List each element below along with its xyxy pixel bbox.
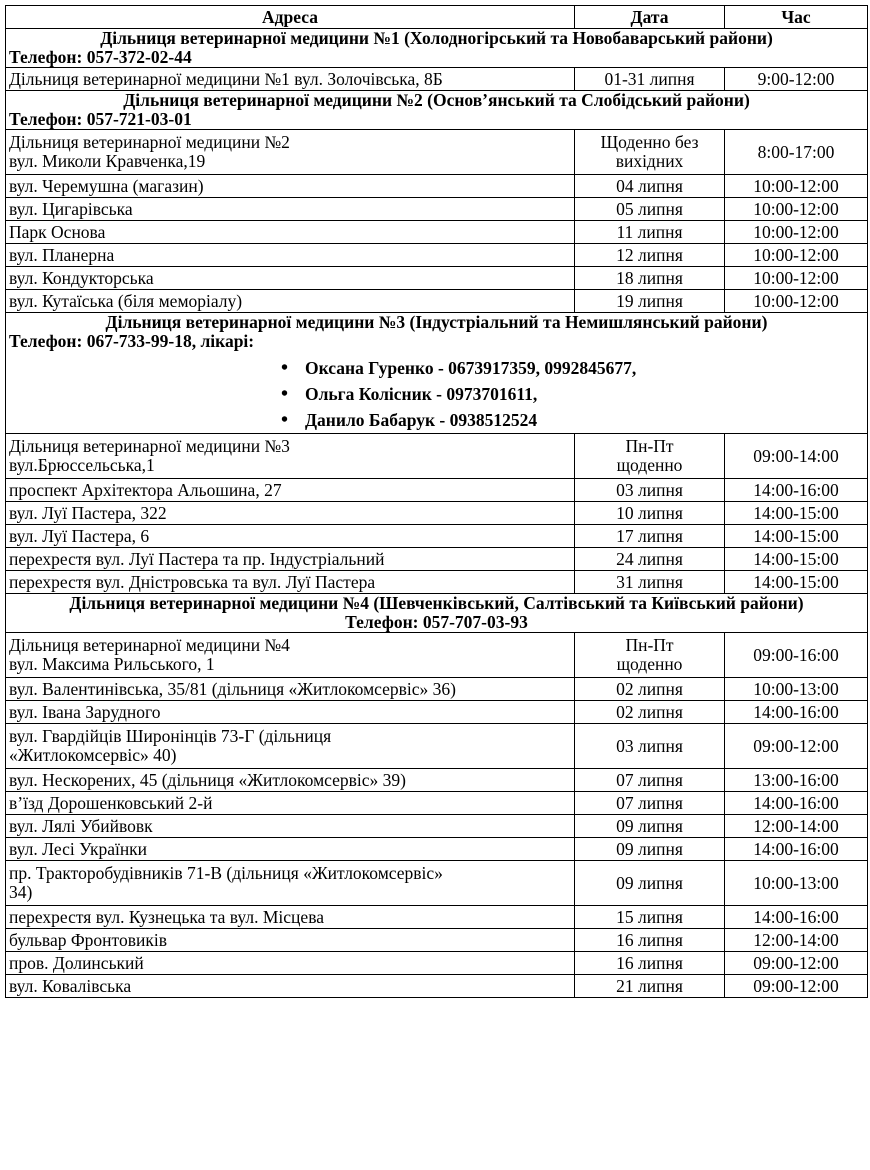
table-row bbox=[6, 906, 868, 929]
address-line: вул.Брюссельська,1 bbox=[9, 455, 155, 475]
address-line: вул. Нескорених, 45 (дільниця «Житлокомсервіс» 39) bbox=[9, 769, 406, 790]
time-cell: 9:00-12:00 bbox=[725, 68, 868, 91]
date-line: 05 липня bbox=[616, 198, 683, 219]
table-row bbox=[6, 434, 868, 479]
address-cell bbox=[6, 68, 575, 91]
date-line: 09 липня bbox=[616, 838, 683, 859]
date-line: 19 липня bbox=[616, 290, 683, 311]
table-row bbox=[6, 724, 868, 769]
address-line: проспект Архітектора Альошина, 27 bbox=[9, 479, 282, 500]
address-line: пров. Долинський bbox=[9, 952, 144, 973]
time-cell: 09:00-14:00 bbox=[725, 434, 868, 479]
address-line: вул. Планерна bbox=[9, 244, 115, 265]
address-line: перехрестя вул. Дністровська та вул. Луї Пастера bbox=[9, 571, 376, 592]
date-cell bbox=[575, 479, 725, 502]
address-cell bbox=[6, 724, 575, 769]
address-cell bbox=[6, 198, 575, 221]
date-line: 03 липня bbox=[616, 735, 683, 756]
address-line: 34) bbox=[9, 882, 33, 902]
table-row bbox=[6, 975, 868, 998]
date-line: щоденно bbox=[616, 654, 683, 674]
table-row bbox=[6, 175, 868, 198]
table-row bbox=[6, 678, 868, 701]
date-cell bbox=[575, 502, 725, 525]
table-row bbox=[6, 68, 868, 91]
date-cell bbox=[575, 68, 725, 91]
date-cell bbox=[575, 975, 725, 998]
table-row bbox=[6, 290, 868, 313]
date-cell bbox=[575, 267, 725, 290]
date-line: 12 липня bbox=[616, 244, 683, 265]
table-row bbox=[6, 701, 868, 724]
table-row bbox=[6, 571, 868, 594]
time-cell: 12:00-14:00 bbox=[725, 929, 868, 952]
address-line: бульвар Фронтовиків bbox=[9, 929, 167, 950]
address-cell bbox=[6, 952, 575, 975]
table-row bbox=[6, 502, 868, 525]
address-cell bbox=[6, 678, 575, 701]
address-cell bbox=[6, 906, 575, 929]
time-cell: 8:00-17:00 bbox=[725, 130, 868, 175]
date-line: 15 липня bbox=[616, 906, 683, 927]
doctor-item: • Ольга Колісник - 0973701611, bbox=[305, 381, 864, 407]
address-line: вул. Лялі Убийвовк bbox=[9, 815, 153, 836]
time-cell: 12:00-14:00 bbox=[725, 815, 868, 838]
address-cell bbox=[6, 571, 575, 594]
address-cell bbox=[6, 929, 575, 952]
date-line: 07 липня bbox=[616, 769, 683, 790]
address-cell bbox=[6, 479, 575, 502]
date-line: 09 липня bbox=[616, 872, 683, 893]
date-cell bbox=[575, 198, 725, 221]
time-cell: 10:00-12:00 bbox=[725, 290, 868, 313]
address-cell bbox=[6, 701, 575, 724]
date-cell bbox=[575, 769, 725, 792]
doctor-list bbox=[9, 355, 864, 433]
address-line: Дільниця ветеринарної медицини №2 bbox=[9, 132, 290, 152]
date-line: 07 липня bbox=[616, 792, 683, 813]
address-cell bbox=[6, 130, 575, 175]
section-phone: Телефон: 067-733-99-18, лікарі: bbox=[9, 331, 255, 351]
time-cell: 14:00-16:00 bbox=[725, 479, 868, 502]
table-row bbox=[6, 633, 868, 678]
time-cell: 14:00-15:00 bbox=[725, 548, 868, 571]
table-row bbox=[6, 769, 868, 792]
date-cell bbox=[575, 525, 725, 548]
section-title: Дільниця ветеринарної медицини №2 (Основ’янський та Слобідський райони) bbox=[123, 90, 750, 110]
address-line: вул. Кондукторська bbox=[9, 267, 154, 288]
date-line: 31 липня bbox=[616, 571, 683, 592]
section-header-4 bbox=[6, 594, 868, 633]
header-address: Адреса bbox=[6, 6, 575, 29]
date-cell bbox=[575, 838, 725, 861]
date-line: 16 липня bbox=[616, 929, 683, 950]
date-line: 11 липня bbox=[616, 221, 683, 242]
date-line: вихідних bbox=[615, 151, 684, 171]
section-title: Дільниця ветеринарної медицини №4 (Шевченківський, Салтівський та Київський райони) bbox=[69, 593, 804, 613]
table-row bbox=[6, 479, 868, 502]
section-phone: Телефон: 057-372-02-44 bbox=[9, 47, 192, 67]
date-cell bbox=[575, 906, 725, 929]
date-cell bbox=[575, 792, 725, 815]
table-row bbox=[6, 548, 868, 571]
table-row bbox=[6, 792, 868, 815]
date-cell bbox=[575, 724, 725, 769]
table-row bbox=[6, 815, 868, 838]
date-cell bbox=[575, 434, 725, 479]
time-cell: 10:00-12:00 bbox=[725, 267, 868, 290]
section-header-1 bbox=[6, 29, 868, 68]
time-cell: 10:00-12:00 bbox=[725, 175, 868, 198]
address-cell bbox=[6, 769, 575, 792]
address-line: вул. Миколи Кравченка,19 bbox=[9, 151, 206, 171]
date-cell bbox=[575, 633, 725, 678]
doctor-item: • Оксана Гуренко - 0673917359, 0992845677, bbox=[305, 355, 864, 381]
section-phone: Телефон: 057-721-03-01 bbox=[9, 109, 192, 129]
time-cell: 10:00-12:00 bbox=[725, 198, 868, 221]
address-cell bbox=[6, 861, 575, 906]
address-line: Дільниця ветеринарної медицини №1 вул. Золочівська, 8Б bbox=[9, 68, 443, 89]
time-cell: 09:00-16:00 bbox=[725, 633, 868, 678]
table-row bbox=[6, 861, 868, 906]
time-cell: 10:00-12:00 bbox=[725, 244, 868, 267]
address-line: Дільниця ветеринарної медицини №4 bbox=[9, 635, 290, 655]
date-line: щоденно bbox=[616, 455, 683, 475]
time-cell: 13:00-16:00 bbox=[725, 769, 868, 792]
table-row bbox=[6, 838, 868, 861]
address-line: пр. Тракторобудівників 71-В (дільниця «Житлокомсервіс» bbox=[9, 863, 443, 883]
header-row bbox=[6, 6, 868, 29]
header-time: Час bbox=[725, 6, 868, 29]
date-line: 01-31 липня bbox=[604, 68, 695, 89]
address-line: вул. Лесі Українки bbox=[9, 838, 148, 859]
date-cell bbox=[575, 175, 725, 198]
address-line: Дільниця ветеринарної медицини №3 bbox=[9, 436, 290, 456]
address-cell bbox=[6, 221, 575, 244]
date-cell bbox=[575, 571, 725, 594]
section-header-3 bbox=[6, 313, 868, 434]
time-cell: 14:00-16:00 bbox=[725, 906, 868, 929]
address-line: в’їзд Дорошенковський 2-й bbox=[9, 792, 213, 813]
address-cell bbox=[6, 792, 575, 815]
address-line: вул. Цигарівська bbox=[9, 198, 133, 219]
table-row bbox=[6, 198, 868, 221]
time-cell: 10:00-12:00 bbox=[725, 221, 868, 244]
date-line: 21 липня bbox=[616, 975, 683, 996]
date-cell bbox=[575, 678, 725, 701]
address-cell bbox=[6, 548, 575, 571]
address-cell bbox=[6, 290, 575, 313]
address-line: вул. Максима Рильського, 1 bbox=[9, 654, 215, 674]
doctor-item: • Данило Бабарук - 0938512524 bbox=[305, 407, 864, 433]
table-row bbox=[6, 929, 868, 952]
address-cell bbox=[6, 434, 575, 479]
schedule-table bbox=[5, 5, 868, 998]
section-header-2 bbox=[6, 91, 868, 130]
table-row bbox=[6, 244, 868, 267]
date-cell bbox=[575, 929, 725, 952]
table-row bbox=[6, 525, 868, 548]
section-phone: Телефон: 057-707-03-93 bbox=[345, 612, 528, 632]
address-line: Парк Основа bbox=[9, 221, 106, 242]
date-line: 10 липня bbox=[616, 502, 683, 523]
address-line: вул. Івана Зарудного bbox=[9, 701, 161, 722]
date-cell bbox=[575, 290, 725, 313]
address-line: вул. Гвардійців Широнінців 73-Г (дільниця bbox=[9, 726, 332, 746]
time-cell: 09:00-12:00 bbox=[725, 952, 868, 975]
section-title: Дільниця ветеринарної медицини №3 (Індустріальний та Немишлянський райони) bbox=[105, 312, 768, 332]
date-line: 03 липня bbox=[616, 479, 683, 500]
date-line: Щоденно без bbox=[600, 132, 699, 152]
date-line: 18 липня bbox=[616, 267, 683, 288]
date-cell bbox=[575, 815, 725, 838]
address-cell bbox=[6, 267, 575, 290]
date-line: Пн-Пт bbox=[625, 635, 674, 655]
address-line: перехрестя вул. Кузнецька та вул. Місцева bbox=[9, 906, 324, 927]
date-cell bbox=[575, 221, 725, 244]
time-cell: 14:00-15:00 bbox=[725, 571, 868, 594]
time-cell: 14:00-15:00 bbox=[725, 525, 868, 548]
date-line: 17 липня bbox=[616, 525, 683, 546]
date-line: 09 липня bbox=[616, 815, 683, 836]
table-row bbox=[6, 267, 868, 290]
address-cell bbox=[6, 633, 575, 678]
date-cell bbox=[575, 952, 725, 975]
address-line: вул. Ковалівська bbox=[9, 975, 132, 996]
address-cell bbox=[6, 975, 575, 998]
header-date: Дата bbox=[575, 6, 725, 29]
address-cell bbox=[6, 525, 575, 548]
table-row bbox=[6, 130, 868, 175]
date-line: 16 липня bbox=[616, 952, 683, 973]
address-cell bbox=[6, 244, 575, 267]
time-cell: 14:00-16:00 bbox=[725, 701, 868, 724]
time-cell: 09:00-12:00 bbox=[725, 975, 868, 998]
address-cell bbox=[6, 815, 575, 838]
date-cell bbox=[575, 130, 725, 175]
date-line: 24 липня bbox=[616, 548, 683, 569]
address-line: вул. Луї Пастера, 6 bbox=[9, 525, 150, 546]
date-cell bbox=[575, 548, 725, 571]
time-cell: 10:00-13:00 bbox=[725, 678, 868, 701]
address-line: перехрестя вул. Луї Пастера та пр. Індустріальний bbox=[9, 548, 385, 569]
address-line: вул. Кутаїська (біля меморіалу) bbox=[9, 290, 243, 311]
address-cell bbox=[6, 838, 575, 861]
address-cell bbox=[6, 502, 575, 525]
table-row bbox=[6, 221, 868, 244]
address-cell bbox=[6, 175, 575, 198]
table-row bbox=[6, 952, 868, 975]
time-cell: 14:00-16:00 bbox=[725, 838, 868, 861]
address-line: «Житлокомсервіс» 40) bbox=[9, 745, 177, 765]
address-line: вул. Луї Пастера, 322 bbox=[9, 502, 167, 523]
time-cell: 14:00-16:00 bbox=[725, 792, 868, 815]
time-cell: 14:00-15:00 bbox=[725, 502, 868, 525]
date-line: 02 липня bbox=[616, 678, 683, 699]
section-title: Дільниця ветеринарної медицини №1 (Холодногірський та Новобаварський райони) bbox=[100, 28, 773, 48]
date-cell bbox=[575, 244, 725, 267]
date-line: Пн-Пт bbox=[625, 436, 674, 456]
time-cell: 10:00-13:00 bbox=[725, 861, 868, 906]
address-line: вул. Валентинівська, 35/81 (дільниця «Житлокомсервіс» 36) bbox=[9, 678, 456, 699]
address-line: вул. Черемушна (магазин) bbox=[9, 175, 204, 196]
date-cell bbox=[575, 701, 725, 724]
date-cell bbox=[575, 861, 725, 906]
date-line: 04 липня bbox=[616, 175, 683, 196]
time-cell: 09:00-12:00 bbox=[725, 724, 868, 769]
date-line: 02 липня bbox=[616, 701, 683, 722]
